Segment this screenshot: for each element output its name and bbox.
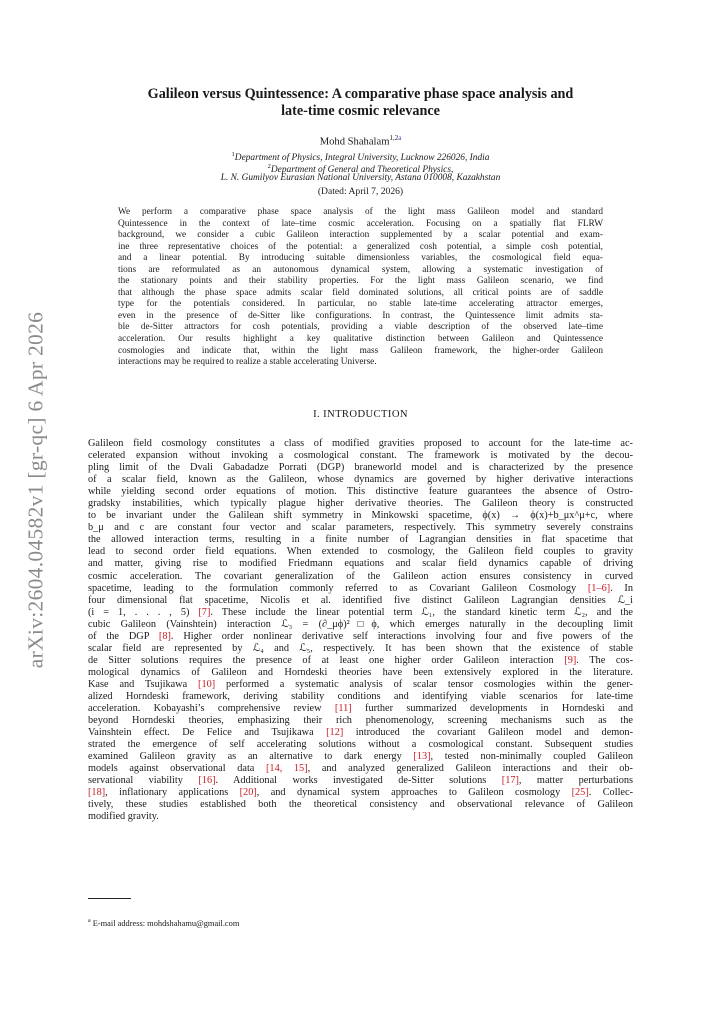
- body-line: modified gravity.: [88, 811, 159, 823]
- body-line: Kase and Tsujikawa [10] performed a systematic analysis of scalar tensor cosmologies within the gener-: [88, 678, 633, 690]
- affiliation-1: $^1$Department of Physics, Integral University, Lucknow 226026, India: [231, 151, 490, 164]
- footnote-text: E-mail address: mohdshahamu@gmail.com: [92, 918, 240, 928]
- author-line: [90, 134, 631, 148]
- author-affiliation-marks: 1,2a: [389, 134, 402, 142]
- citation-link[interactable]: [1–6]: [587, 582, 611, 594]
- paper-title: [90, 86, 631, 120]
- body-line: (i = 1, . . . , 5) [7]. These include the linear potential term ℒ₁, the standard kinetic term ℒ₂, and the: [88, 606, 633, 618]
- body-line: celerated expansion without invoking a cosmological constant. The framework is motivated by the decou-: [88, 450, 633, 462]
- abstract-line: interactions may be required to realize a stable accelerating Universe.: [118, 357, 377, 368]
- citation-link[interactable]: [25]: [571, 787, 589, 799]
- body-line: strated the emergence of self accelerating solutions without a cosmological constant. Subsequent studies: [88, 739, 633, 751]
- citation-link[interactable]: [7]: [198, 606, 211, 618]
- abstract-line: type for the potentials considered. In particular, no stable late-time accelerating attractor emerges,: [118, 299, 603, 310]
- body-line: of a scalar field, known as the Galileon, whose dynamics are governed by higher derivative interactions: [88, 474, 633, 486]
- arxiv-sidebar: [8, 300, 64, 680]
- email-footnote-link[interactable]: a: [398, 134, 402, 142]
- citation-link[interactable]: [10]: [198, 678, 216, 690]
- abstract-line: that although the phase space admits scalar field dominated solutions, all critical points are of saddle: [118, 287, 603, 298]
- paper-date: (Dated: April 7, 2026): [317, 186, 404, 197]
- arxiv-identifier[interactable]: arXiv:2604.04582v1 [gr-qc] 6 Apr 2026: [23, 311, 48, 669]
- body-line: to be invariant under the Galilean shift symmetry in Minkowski spacetime, ϕ(x) → ϕ(x)+b_μx^μ+c, where: [88, 510, 633, 522]
- footnote-marker: a: [88, 918, 91, 924]
- citation-link[interactable]: [17]: [501, 775, 519, 787]
- abstract-line: cosmologies and indicate that, within the light mass Galileon framework, the higher-order Galileon: [118, 345, 603, 356]
- footnote-rule: [88, 898, 131, 899]
- body-line: pling limit of the Dvali Gabadadze Porrati (DGP) braneworld model and is characterized by the presence: [88, 462, 633, 474]
- body-line: alized Horndeski framework, deriving stability conditions and identifying viable scenarios for late-time: [88, 690, 633, 702]
- citation-link[interactable]: [18]: [88, 787, 106, 799]
- abstract-line: acceleration. Our results highlight a key qualitative distinction between Galileon and Quintessence: [118, 334, 603, 345]
- citation-link[interactable]: [8]: [158, 630, 171, 642]
- citation-link[interactable]: [13]: [413, 751, 431, 763]
- body-line: cosmic acceleration. The covariant generalization of the Galileon action ensures consistency in curved: [88, 570, 633, 582]
- body-line: spacetime, leading to the formulation commonly referred to as Covariant Galileon Cosmology [1–6]. In: [88, 582, 633, 594]
- body-line: acceleration. Kobayashi’s comprehensive review [11] further summarized developments in Horndeski and: [88, 703, 634, 715]
- body-line: beyond Horndeski theories, emphasizing their rich phenomenology, screening mechanisms such as the: [88, 715, 633, 727]
- body-line: [18], inflationary applications [20], and dynamical system approaches to Galileon cosmology [25]. Collec-: [88, 787, 633, 799]
- body-line: of the DGP [8]. Higher order nonlinear derivative self interactions involving four and five powers of the: [88, 630, 633, 642]
- title-line: late-time cosmic relevance: [281, 103, 440, 119]
- abstract: [118, 207, 603, 369]
- body-line: b_μ and c are constant four vector and scalar parameters, respectively. This symmetry severely constrains: [88, 522, 633, 534]
- body-line: scalar field are represented by ℒ₄ and ℒ₅, respectively. It has been shown that the existence of stable: [88, 642, 633, 654]
- abstract-line: ine three representative choices of the potential: a generalized cosh potential, a simple cosh potential,: [118, 241, 603, 252]
- body-line: Vainshtein effect. De Felice and Tsujikawa [12] introduced the covariant Galileon model and demon-: [88, 727, 633, 739]
- citation-link[interactable]: [20]: [239, 787, 257, 799]
- abstract-line: even in the presence of de-Sitter like configurations. In contrast, the Quintessence limit admits sta-: [118, 310, 603, 321]
- body-line: four dimensional flat spacetime, Nicolis et al. identified five distinct Galileon Lagrangian densities ℒ_i: [88, 594, 633, 606]
- introduction-body: [88, 438, 633, 824]
- citation-link[interactable]: [11]: [334, 703, 352, 715]
- body-line: the allowed interaction terms, resulting in a finite number of Lagrangian densities in flat spacetime that: [88, 534, 633, 546]
- body-line: tively, these studies established both the theoretical consistency and observational relevance of Galileon: [88, 799, 633, 811]
- author-name: Mohd Shahalam: [319, 136, 390, 148]
- body-line: de Sitter solutions requires the presence of at least one higher order Galileon interaction [9]. The cos-: [88, 654, 633, 666]
- body-line: examined Galileon gravity as an alternative to dark energy [13], tested non-minimally coupled Galileon: [88, 751, 633, 763]
- abstract-line: We perform a comparative phase space analysis of the light mass Galileon model and standard: [118, 207, 603, 217]
- citation-link[interactable]: [12]: [326, 727, 344, 739]
- abstract-line: the stationary points and their stability properties. For the light mass Galileon scenario, we find: [118, 276, 603, 287]
- body-line: Galileon field cosmology constitutes a class of modified gravities proposed to account for the late-time ac-: [88, 438, 633, 449]
- abstract-line: and a linear potential. By introducing suitable dimensionless variables, the cosmological field equa-: [118, 253, 603, 264]
- abstract-line: ble de-Sitter attractors for cosh potentials, providing a viable description of the observed late–time: [118, 322, 603, 333]
- body-line: while yielding second order equations of motion. This distinctive feature guarantees the absence of Ostro-: [88, 486, 633, 498]
- body-line: gradsky instabilities, which typically plague higher derivative theories. The Galileon theory is constructed: [88, 498, 633, 510]
- body-line: mological dynamics of Galileon and Horndeski theories have been extensively explored in the literature.: [88, 666, 633, 678]
- section-heading: I. INTRODUCTION: [313, 409, 408, 420]
- footnote: [88, 918, 239, 928]
- body-line: lead to second order field equations. When extended to cosmology, the Galileon field couples to gravity: [88, 546, 633, 558]
- citation-link[interactable]: [9]: [564, 654, 577, 666]
- body-line: cubic Galileon (Vainshtein) interaction ℒ₃ = (∂_μϕ)²□ϕ, which emerges naturally in the decoupling limit: [88, 618, 633, 630]
- citation-link[interactable]: [14, 15]: [266, 763, 308, 775]
- body-line: servational viability [16]. Additional works investigated de-Sitter solutions [17], matter perturbations: [88, 775, 633, 787]
- body-line: models against observational data [14, 15], and analyzed generalized Galileon interactions and their ob-: [88, 763, 633, 775]
- abstract-line: background, we consider a cubic Galileon interaction supplemented by a scalar potential and exam-: [118, 230, 603, 241]
- abstract-line: tions are reformulated as an autonomous dynamical system, allowing a systematic investigation of: [118, 264, 603, 275]
- body-line: and matter, giving rise to modified Friedmann equations and scalar field dynamics capable of driving: [88, 558, 633, 570]
- title-line: Galileon versus Quintessence: A comparative phase space analysis and: [147, 86, 574, 102]
- affiliation-2: $^2$Department of General and Theoretical Physics,: [267, 163, 454, 176]
- affiliation-2-continued: L. N. Gumilyov Eurasian National University, Astana 010008, Kazakhstan: [220, 173, 501, 183]
- abstract-line: Quintessence in the context of late–time cosmic acceleration. Focusing on a spatially flat FLRW: [118, 218, 603, 229]
- citation-link[interactable]: [16]: [198, 775, 216, 787]
